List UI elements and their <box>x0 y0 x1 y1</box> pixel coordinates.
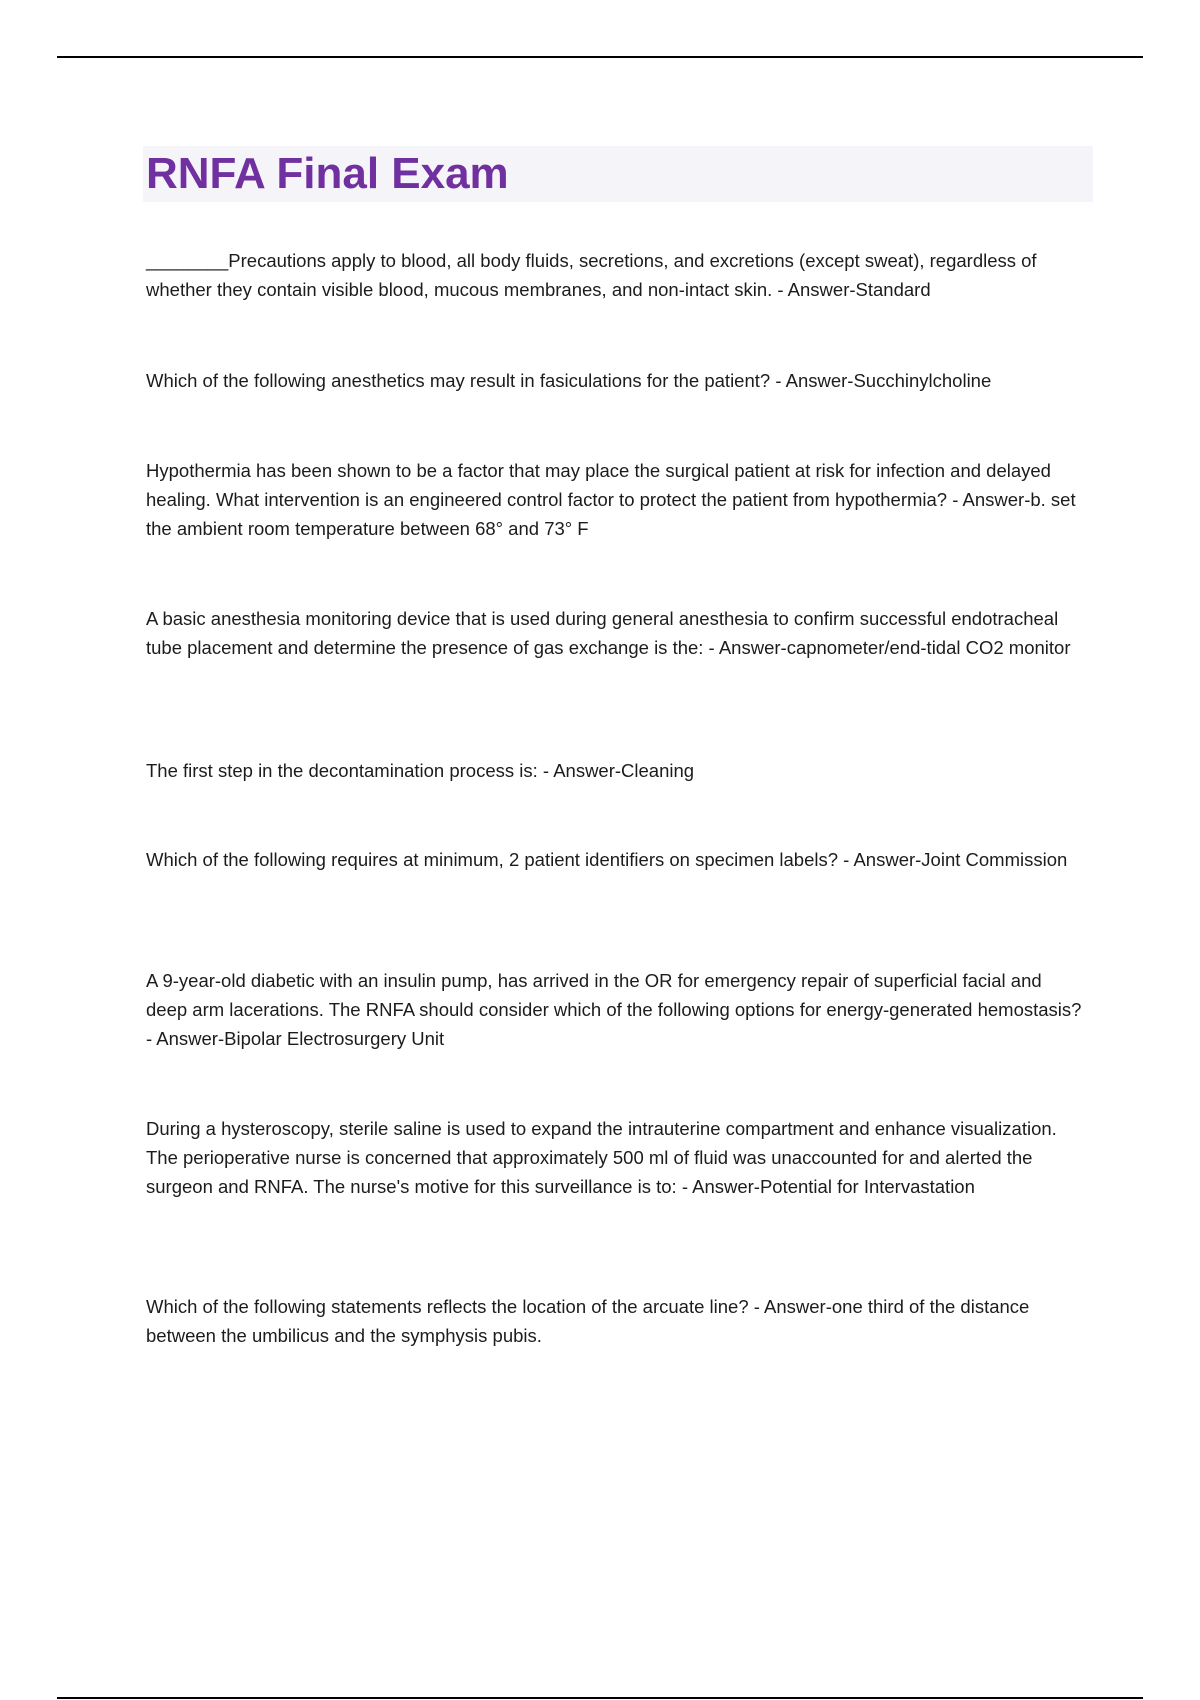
qa-item-standard-precautions: ________Precautions apply to blood, all body fluids, secretions, and excretions (except sweat), regardless of whether they contain visible blood, mucous membranes, and non-intact skin. - Answer-Standard <box>146 250 1037 300</box>
qa-item-decontamination: The first step in the decontamination process is: - Answer-Cleaning <box>146 760 695 781</box>
top-rule <box>57 56 1143 58</box>
bottom-rule <box>57 1697 1143 1699</box>
qa-item-hysteroscopy: During a hysteroscopy, sterile saline is used to expand the intrauterine compartment and enhance visualization. The perioperative nurse is concerned that approximately 500 ml of fluid was unaccounted for and alerted the surgeon and RNFA. The nurse's motive for this surveillance is to: - Answer-Potential for Intervastation <box>146 1118 1057 1197</box>
qa-item-arcuate-line: Which of the following statements reflects the location of the arcuate line? - Answer-one third of the distance between the umbilicus and the symphysis pubis. <box>146 1296 1030 1346</box>
qa-item-hypothermia: Hypothermia has been shown to be a factor that may place the surgical patient at risk for infection and delayed healing. What intervention is an engineered control factor to protect the patient from hypothermia? - Answer-b. set the ambient room temperature between 68° and 73° F <box>146 460 1076 539</box>
qa-item-fasiculations: Which of the following anesthetics may result in fasiculations for the patient? - Answer-Succhinylcholine <box>146 370 992 391</box>
document-title: RNFA Final Exam <box>146 149 509 198</box>
qa-item-specimen-labels: Which of the following requires at minimum, 2 patient identifiers on specimen labels? - Answer-Joint Commission <box>146 849 1068 870</box>
qa-item-capnometer: A basic anesthesia monitoring device that is used during general anesthesia to confirm successful endotracheal tube placement and determine the presence of gas exchange is the: - Answer-capnometer/end-tidal CO2 monitor <box>146 608 1071 658</box>
qa-item-hemostasis: A 9-year-old diabetic with an insulin pump, has arrived in the OR for emergency repair of superficial facial and deep arm lacerations. The RNFA should consider which of the following options for energy-generated hemostasis? - Answer-Bipolar Electrosurgery Unit <box>146 970 1082 1049</box>
